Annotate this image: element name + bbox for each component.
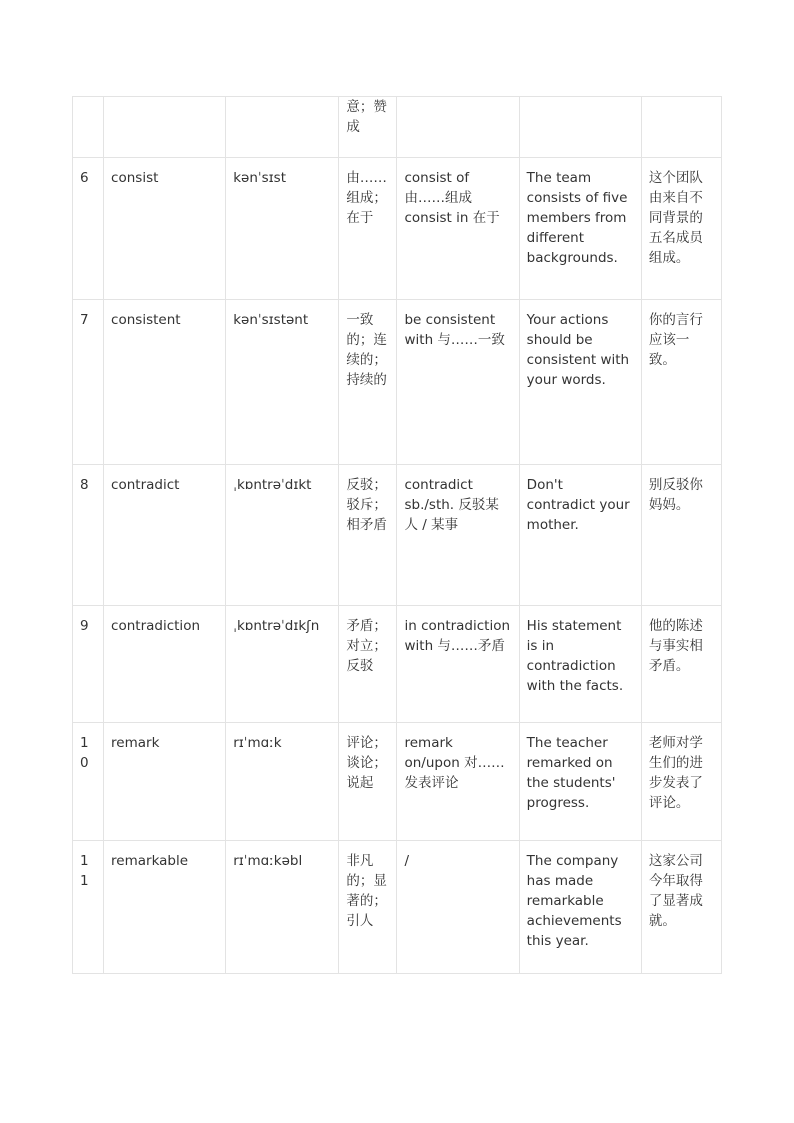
word-cell: remark	[104, 723, 226, 841]
vocabulary-table	[72, 96, 722, 974]
meaning-cell: 由……组成；在于	[339, 158, 397, 300]
example-cell: His statement is in contradiction with the facts.	[519, 606, 641, 723]
word-cell: contradict	[104, 465, 226, 606]
table-row	[73, 300, 722, 465]
row-number: 11	[73, 841, 104, 974]
word-cell	[104, 97, 226, 158]
example-cell: The teacher remarked on the students' progress.	[519, 723, 641, 841]
row-number: 7	[73, 300, 104, 465]
table-row	[73, 465, 722, 606]
meaning-cell: 意；赞成	[339, 97, 397, 158]
collocation-cell: contradict sb./sth. 反驳某人 / 某事	[397, 465, 519, 606]
example-translation-cell: 这家公司今年取得了显著成就。	[641, 841, 721, 974]
phonetic-cell: kənˈsɪstənt	[226, 300, 339, 465]
example-cell: The team consists of five members from different backgrounds.	[519, 158, 641, 300]
row-number: 6	[73, 158, 104, 300]
phonetic-cell: ˌkɒntrəˈdɪkt	[226, 465, 339, 606]
example-translation-cell: 别反驳你妈妈。	[641, 465, 721, 606]
collocation-cell: be consistent with 与……一致	[397, 300, 519, 465]
example-cell: Don't contradict your mother.	[519, 465, 641, 606]
collocation-cell: in contradiction with 与……矛盾	[397, 606, 519, 723]
table-row	[73, 841, 722, 974]
example-cell: The company has made remarkable achievements this year.	[519, 841, 641, 974]
word-cell: consist	[104, 158, 226, 300]
table-row	[73, 723, 722, 841]
word-cell: contradiction	[104, 606, 226, 723]
example-translation-cell: 他的陈述与事实相矛盾。	[641, 606, 721, 723]
example-translation-cell	[641, 97, 721, 158]
phonetic-cell	[226, 97, 339, 158]
table-row	[73, 606, 722, 723]
row-number: 10	[73, 723, 104, 841]
row-number	[73, 97, 104, 158]
collocation-cell: /	[397, 841, 519, 974]
collocation-cell: consist of 由……组成 consist in 在于	[397, 158, 519, 300]
collocation-cell: remark on/upon 对……发表评论	[397, 723, 519, 841]
example-cell	[519, 97, 641, 158]
meaning-cell: 一致的；连续的；持续的	[339, 300, 397, 465]
row-number: 9	[73, 606, 104, 723]
word-cell: remarkable	[104, 841, 226, 974]
example-translation-cell: 这个团队由来自不同背景的五名成员组成。	[641, 158, 721, 300]
example-cell: Your actions should be consistent with your words.	[519, 300, 641, 465]
phonetic-cell: ˌkɒntrəˈdɪkʃn	[226, 606, 339, 723]
collocation-cell	[397, 97, 519, 158]
example-translation-cell: 你的言行应该一致。	[641, 300, 721, 465]
phonetic-cell: rɪˈmɑːk	[226, 723, 339, 841]
table-row	[73, 97, 722, 158]
table-row	[73, 158, 722, 300]
meaning-cell: 非凡的；显著的；引人	[339, 841, 397, 974]
meaning-cell: 反驳；驳斥；相矛盾	[339, 465, 397, 606]
phonetic-cell: rɪˈmɑːkəbl	[226, 841, 339, 974]
example-translation-cell: 老师对学生们的进步发表了评论。	[641, 723, 721, 841]
meaning-cell: 评论；谈论；说起	[339, 723, 397, 841]
phonetic-cell: kənˈsɪst	[226, 158, 339, 300]
word-cell: consistent	[104, 300, 226, 465]
meaning-cell: 矛盾；对立；反驳	[339, 606, 397, 723]
row-number: 8	[73, 465, 104, 606]
